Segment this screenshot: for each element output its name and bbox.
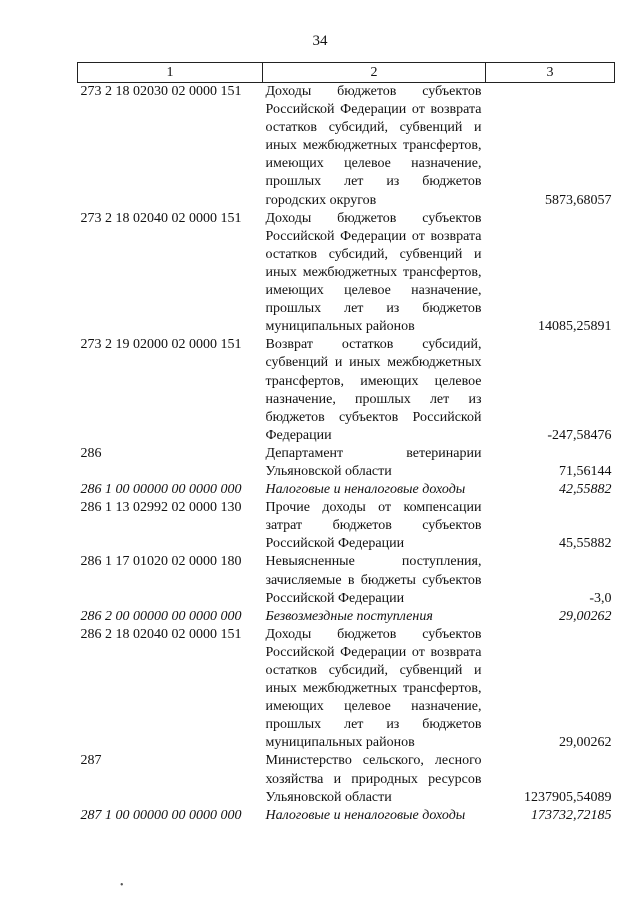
column-header-name: 2 xyxy=(263,63,486,83)
table-row xyxy=(78,83,615,210)
table-row xyxy=(78,481,615,499)
table-row xyxy=(78,499,615,553)
item-name: Министерство сельского, лесного хозяйства и природных ресурсов Ульяновской области xyxy=(265,753,482,805)
item-name: Налоговые и неналоговые доходы xyxy=(265,807,466,823)
item-amount: 45,55882 xyxy=(559,536,612,552)
table-row xyxy=(78,336,615,445)
item-name: Департамент ветеринарии Ульяновской области xyxy=(265,445,482,479)
column-header-code: 1 xyxy=(78,63,263,83)
table-header xyxy=(78,63,615,83)
table-row xyxy=(78,752,615,806)
item-name: Доходы бюджетов субъектов Российской Федерации от возврата остатков субсидий, субвенций и иных межбюджетных трансфертов, имеющих целевое назначение, прошлых лет из бюджетов городских округов xyxy=(265,84,482,208)
item-amount: -3,0 xyxy=(589,590,612,606)
budget-code: 287 1 00 00000 00 0000 000 xyxy=(80,807,242,823)
item-amount: 29,00262 xyxy=(559,608,612,624)
page-number: 34 xyxy=(312,33,328,49)
item-amount: 71,56144 xyxy=(559,463,612,479)
budget-code: 273 2 18 02030 02 0000 151 xyxy=(80,84,242,99)
item-amount: 42,55882 xyxy=(559,482,612,498)
item-amount: 14085,25891 xyxy=(538,319,612,335)
item-amount: 173732,72185 xyxy=(531,807,612,823)
table-row xyxy=(78,608,615,626)
table-body xyxy=(78,83,615,825)
budget-code: 273 2 19 02000 02 0000 151 xyxy=(80,337,242,353)
budget-code: 286 2 18 02040 02 0000 151 xyxy=(80,626,242,642)
item-name: Возврат остатков субсидий, субвенций и иных межбюджетных трансфертов, имеющих целевое назначение, прошлых лет из бюджетов субъектов Российской Федерации xyxy=(265,337,482,443)
table-row xyxy=(78,445,615,481)
budget-code: 273 2 18 02040 02 0000 151 xyxy=(80,210,242,226)
budget-code: 287 xyxy=(80,753,102,769)
budget-code: 286 1 13 02992 02 0000 130 xyxy=(80,500,242,516)
budget-table xyxy=(77,62,615,825)
table-row xyxy=(78,626,615,753)
budget-code: 286 1 17 01020 02 0000 180 xyxy=(80,554,242,570)
budget-code: 286 2 00 00000 00 0000 000 xyxy=(80,608,242,624)
budget-code: 286 xyxy=(80,445,102,461)
scan-speck: • xyxy=(120,880,124,891)
item-name: Доходы бюджетов субъектов Российской Федерации от возврата остатков субсидий, субвенций и иных межбюджетных трансфертов, имеющих целевое назначение, прошлых лет из бюджетов муниципальных районов xyxy=(265,626,482,751)
item-name: Доходы бюджетов субъектов Российской Федерации от возврата остатков субсидий, субвенций и иных межбюджетных трансфертов, имеющих целевое назначение, прошлых лет из бюджетов муниципальных районов xyxy=(265,210,482,335)
item-amount: 1237905,54089 xyxy=(524,789,612,805)
column-header-amount: 3 xyxy=(486,63,615,83)
item-name: Налоговые и неналоговые доходы xyxy=(265,482,466,498)
table-row xyxy=(78,210,615,337)
item-amount: 29,00262 xyxy=(559,735,612,751)
item-amount: 5873,68057 xyxy=(545,192,612,208)
item-amount: -247,58476 xyxy=(547,427,612,443)
table-row xyxy=(78,807,615,825)
item-name: Невыясненные поступления, зачисляемые в бюджеты субъектов Российской Федерации xyxy=(265,554,482,606)
table-row xyxy=(78,553,615,607)
budget-code: 286 1 00 00000 00 0000 000 xyxy=(80,482,242,498)
item-name: Прочие доходы от компенсации затрат бюджетов субъектов Российской Федерации xyxy=(265,500,482,552)
item-name: Безвозмездные поступления xyxy=(265,608,433,624)
